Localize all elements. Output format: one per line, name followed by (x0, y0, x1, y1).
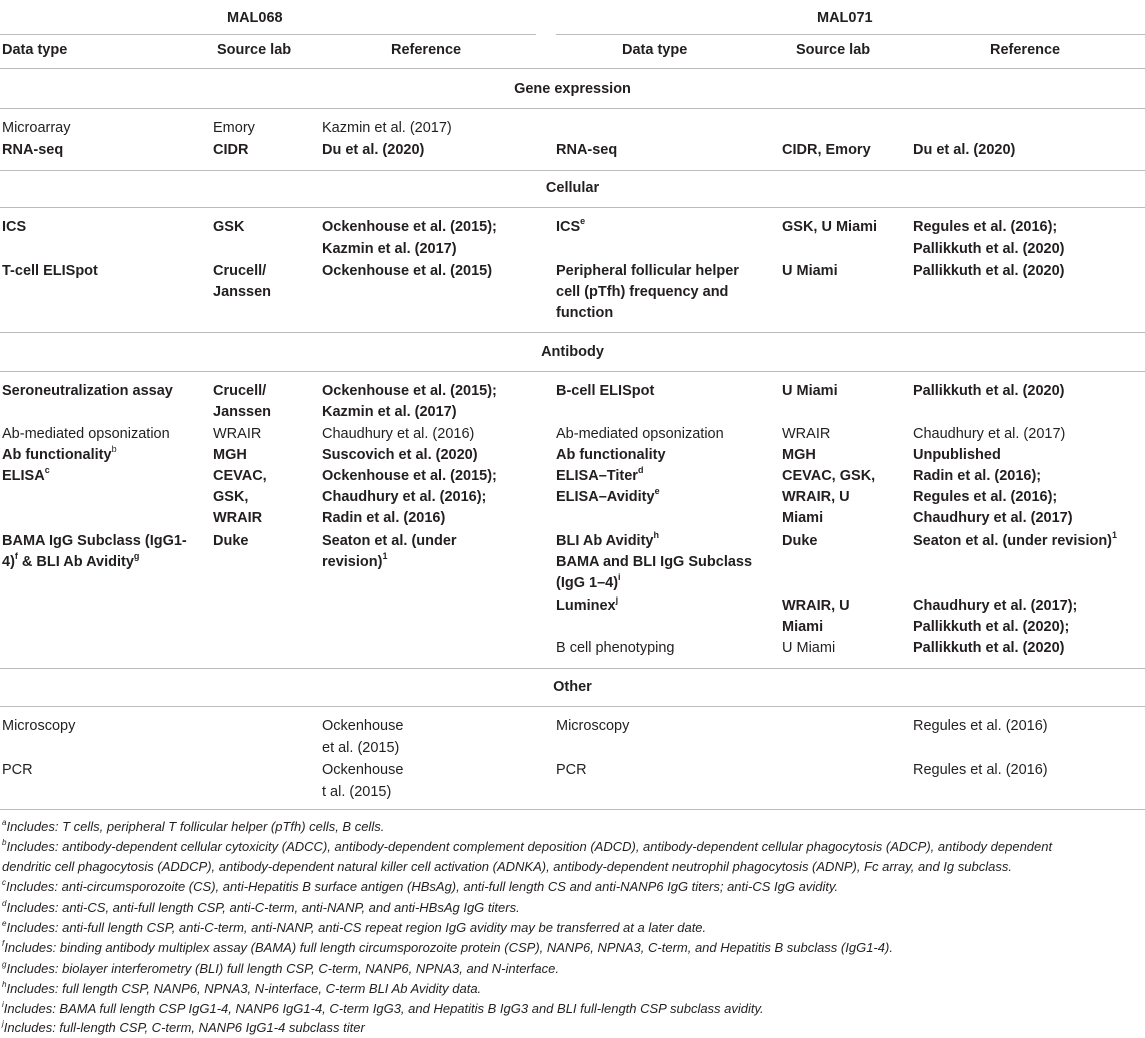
footnote (2, 899, 520, 917)
cell-reference: Ockenhouse et al. (2015); (322, 219, 497, 235)
footnote-mark: f (2, 938, 5, 948)
footnote (2, 818, 384, 836)
cell-text: Seaton et al. (under revision) (913, 533, 1113, 549)
footnote (2, 980, 481, 998)
footnote-mark: j (615, 595, 619, 606)
footnote-mark: d (637, 465, 644, 476)
cell-source-lab: GSK, (213, 489, 249, 505)
cell-reference: Pallikkuth et al. (2020) (913, 640, 1065, 656)
footnote-mark: h (653, 530, 659, 541)
cell-data-type (2, 552, 139, 573)
section-gene-expression: Gene expression (514, 81, 631, 97)
group-header-mal068: MAL068 (227, 10, 283, 26)
cell-data-type: Seroneutralization assay (2, 383, 173, 399)
footnote-mark: 1 (1112, 530, 1118, 541)
cell-reference: Du et al. (2020) (322, 142, 425, 158)
cell-data-type: ICS (2, 219, 27, 235)
cell-data-type: BAMA IgG Subclass (IgG1- (2, 533, 187, 549)
footnote-mark: e (654, 486, 660, 497)
cell-source-lab: Miami (782, 619, 824, 635)
col-header-reference-right: Reference (990, 42, 1061, 58)
cell-text: ELISA–Avidity (556, 489, 655, 505)
cell-data-type: Ab-mediated opsonization (2, 426, 170, 442)
footnote-mark: g (2, 959, 7, 969)
footnote-mark: i (2, 999, 4, 1009)
footnote-mark: b (111, 444, 117, 455)
section-divider (0, 371, 1145, 372)
footnote-mark: j (2, 1018, 4, 1028)
footnote (2, 919, 706, 937)
footnote-text: Includes: antibody-dependent cellular cytoxicity (ADCC), antibody-dependent complement deposition (ADCD), antibody-dependent cellular phagocytosis (ADCP), antibody dependent (6, 839, 1053, 854)
section-other: Other (553, 679, 592, 695)
cell-reference: Regules et al. (2016) (913, 718, 1048, 734)
col-header-data-type-right: Data type (622, 42, 688, 58)
cell-source-lab: Emory (213, 120, 255, 136)
footnote-mark: a (2, 817, 7, 827)
footnote (2, 960, 559, 978)
cell-source-lab: Janssen (213, 404, 272, 420)
footnote-text: Includes: T cells, peripheral T follicular helper (pTfh) cells, B cells. (6, 819, 385, 834)
footnote (2, 838, 1052, 856)
cell-data-type: RNA-seq (2, 142, 64, 158)
cell-text: Ab functionality (2, 447, 112, 463)
col-header-source-lab-right: Source lab (796, 42, 871, 58)
footnote (2, 1000, 764, 1018)
cell-reference: t al. (2015) (322, 784, 392, 800)
cell-source-lab: MGH (782, 447, 816, 463)
footnote-text: Includes: anti-circumsporozoite (CS), anti-Hepatitis B surface antigen (HBsAg), anti-full length CS and anti-NANP6 IgG titers; anti-CS IgG avidity. (6, 879, 839, 894)
cell-source-lab: CEVAC, (213, 468, 267, 484)
footnote-text: dendritic cell phagocytosis (ADDCP), antibody-dependent natural killer cell activation (ADNKA), antibody-dependent neutrophil phagocytosis (ADNP), Fc array, and Ig subclass. (2, 859, 1012, 874)
cell-source-lab: Janssen (213, 284, 272, 300)
col-header-source-lab-left: Source lab (217, 42, 292, 58)
cell-reference: Ockenhouse et al. (2015); (322, 468, 497, 484)
cell-data-type: PCR (2, 762, 33, 778)
footnote (2, 878, 838, 896)
cell-source-lab: CEVAC, GSK, (782, 468, 876, 484)
cell-source-lab: WRAIR (213, 426, 262, 442)
cell-reference: Kazmin et al. (2017) (322, 241, 457, 257)
cell-source-lab: WRAIR (213, 510, 263, 526)
footnote-mark: i (618, 572, 621, 583)
cell-reference: Regules et al. (2016); (913, 489, 1058, 505)
cell-source-lab: WRAIR (782, 426, 831, 442)
cell-data-type (556, 217, 585, 238)
section-divider (0, 207, 1145, 208)
cell-source-lab: WRAIR, U (782, 489, 850, 505)
cell-source-lab: Miami (782, 510, 824, 526)
cell-reference: Chaudhury et al. (2017) (913, 426, 1066, 442)
cell-text: ELISA (2, 468, 45, 484)
cell-text: Luminex (556, 598, 616, 614)
cell-data-type: cell (pTfh) frequency and (556, 284, 729, 300)
footnote-mark: e (2, 918, 7, 928)
cell-reference: Seaton et al. (under (322, 533, 457, 549)
section-divider (0, 332, 1145, 333)
cell-reference: Ockenhouse et al. (2015) (322, 263, 493, 279)
footnote-text: Includes: BAMA full length CSP IgG1-4, NANP6 IgG1-4, C-term IgG3, and Hepatitis B IgG3 and BLI full-length CSP subclass avidity. (3, 1001, 764, 1016)
cell-reference: Chaudhury et al. (2017); (913, 598, 1078, 614)
footnote-text: Includes: anti-full length CSP, anti-C-term, anti-NANP, anti-CS repeat region IgG avidity may be transferred at a later date. (6, 920, 707, 935)
cell-reference: Radin et al. (2016); (913, 468, 1042, 484)
footnote-mark: e (580, 216, 586, 227)
cell-reference (913, 531, 1117, 552)
cell-data-type (556, 531, 659, 552)
cell-reference (322, 552, 387, 573)
cell-data-type: BAMA and BLI IgG Subclass (556, 554, 753, 570)
cell-data-type (556, 596, 618, 617)
cell-source-lab: Duke (782, 533, 818, 549)
footnote-text: Includes: full length CSP, NANP6, NPNA3, N-interface, C-term BLI Ab Avidity data. (6, 981, 482, 996)
footnote-mark: h (2, 979, 7, 989)
section-divider (0, 108, 1145, 109)
section-divider (0, 170, 1145, 171)
footnote-mark: g (133, 551, 140, 562)
section-divider (0, 668, 1145, 669)
footnote-mark: c (2, 877, 6, 887)
cell-data-type (556, 487, 660, 508)
footnote-text: Includes: biolayer interferometry (BLI) full length CSP, C-term, NANP6, NPNA3, and N-interface. (6, 961, 559, 976)
footnote-mark: c (44, 465, 50, 476)
cell-text: 4) (2, 554, 15, 570)
cell-data-type (556, 466, 643, 487)
cell-reference: Du et al. (2020) (913, 142, 1016, 158)
cell-source-lab: GSK (213, 219, 245, 235)
section-divider (0, 706, 1145, 707)
cell-text: revision) (322, 554, 383, 570)
cell-source-lab: Crucell/ (213, 383, 267, 399)
footnote-text: Includes: full-length CSP, C-term, NANP6 IgG1-4 subclass titer (3, 1020, 365, 1035)
cell-data-type: B-cell ELISpot (556, 383, 655, 399)
footnote (2, 1019, 365, 1037)
cell-data-type: Ab functionality (556, 447, 666, 463)
cell-reference: Pallikkuth et al. (2020) (913, 241, 1065, 257)
group-underline-left (0, 34, 536, 35)
cell-data-type: T-cell ELISpot (2, 263, 98, 279)
cell-reference: Kazmin et al. (2017) (322, 404, 457, 420)
cell-source-lab: WRAIR, U (782, 598, 850, 614)
group-underline-right (556, 34, 1145, 35)
cell-text: ICS (556, 219, 581, 235)
cell-reference: et al. (2015) (322, 740, 400, 756)
cell-source-lab: MGH (213, 447, 247, 463)
cell-reference: Pallikkuth et al. (2020); (913, 619, 1070, 635)
cell-data-type (2, 466, 50, 487)
col-header-reference-left: Reference (391, 42, 462, 58)
cell-data-type (2, 445, 117, 466)
cell-reference: Chaudhury et al. (2016); (322, 489, 487, 505)
cell-data-type: Microarray (2, 120, 71, 136)
cell-reference: Ockenhouse et al. (2015); (322, 383, 497, 399)
cell-reference: Unpublished (913, 447, 1001, 463)
footnote-mark: f (14, 551, 18, 562)
header-divider (0, 68, 1145, 69)
cell-reference: Radin et al. (2016) (322, 510, 446, 526)
cell-data-type: Ab-mediated opsonization (556, 426, 724, 442)
footnote-mark: b (2, 837, 7, 847)
cell-reference: Ockenhouse (322, 762, 404, 778)
footnote-mark: 1 (382, 551, 388, 562)
footnote-text: Includes: anti-CS, anti-full length CSP, anti-C-term, anti-NANP, and anti-HBsAg IgG titers. (6, 900, 520, 915)
cell-reference: Regules et al. (2016); (913, 219, 1058, 235)
cell-reference: Chaudhury et al. (2016) (322, 426, 475, 442)
cell-reference: Pallikkuth et al. (2020) (913, 263, 1065, 279)
cell-data-type: Peripheral follicular helper (556, 263, 739, 279)
table-bottom-rule (0, 809, 1145, 810)
cell-reference: Kazmin et al. (2017) (322, 120, 452, 136)
cell-source-lab: CIDR (213, 142, 249, 158)
cell-source-lab: Crucell/ (213, 263, 267, 279)
cell-source-lab: Duke (213, 533, 249, 549)
cell-source-lab: GSK, U Miami (782, 219, 878, 235)
cell-text: & BLI Ab Avidity (17, 554, 134, 570)
cell-data-type: PCR (556, 762, 587, 778)
section-cellular: Cellular (545, 180, 600, 196)
cell-data-type: B cell phenotyping (556, 640, 675, 656)
cell-source-lab: U Miami (782, 263, 838, 279)
cell-data-type: Microscopy (2, 718, 76, 734)
cell-text: ELISA–Titer (556, 468, 638, 484)
cell-reference: Chaudhury et al. (2017) (913, 510, 1073, 526)
cell-source-lab: U Miami (782, 383, 838, 399)
footnote (2, 858, 1012, 876)
cell-reference: Ockenhouse (322, 718, 404, 734)
cell-reference: Suscovich et al. (2020) (322, 447, 478, 463)
cell-reference: Regules et al. (2016) (913, 762, 1048, 778)
cell-data-type: Microscopy (556, 718, 630, 734)
group-header-mal071: MAL071 (817, 10, 873, 26)
cell-source-lab: U Miami (782, 640, 836, 656)
cell-text: (IgG 1–4) (556, 575, 619, 591)
cell-data-type: function (556, 305, 614, 321)
cell-data-type (556, 573, 621, 594)
footnote (2, 939, 893, 957)
section-antibody: Antibody (541, 344, 604, 360)
cell-reference: Pallikkuth et al. (2020) (913, 383, 1065, 399)
cell-data-type: RNA-seq (556, 142, 618, 158)
footnote-text: Includes: binding antibody multiplex assay (BAMA) full length circumsporozoite protein (CSP), NANP6, NPNA3, C-term, and Hepatitis B subclass (IgG1-4). (4, 940, 893, 955)
col-header-data-type-left: Data type (2, 42, 68, 58)
footnote-mark: d (2, 898, 7, 908)
cell-source-lab: CIDR, Emory (782, 142, 871, 158)
cell-text: BLI Ab Avidity (556, 533, 654, 549)
